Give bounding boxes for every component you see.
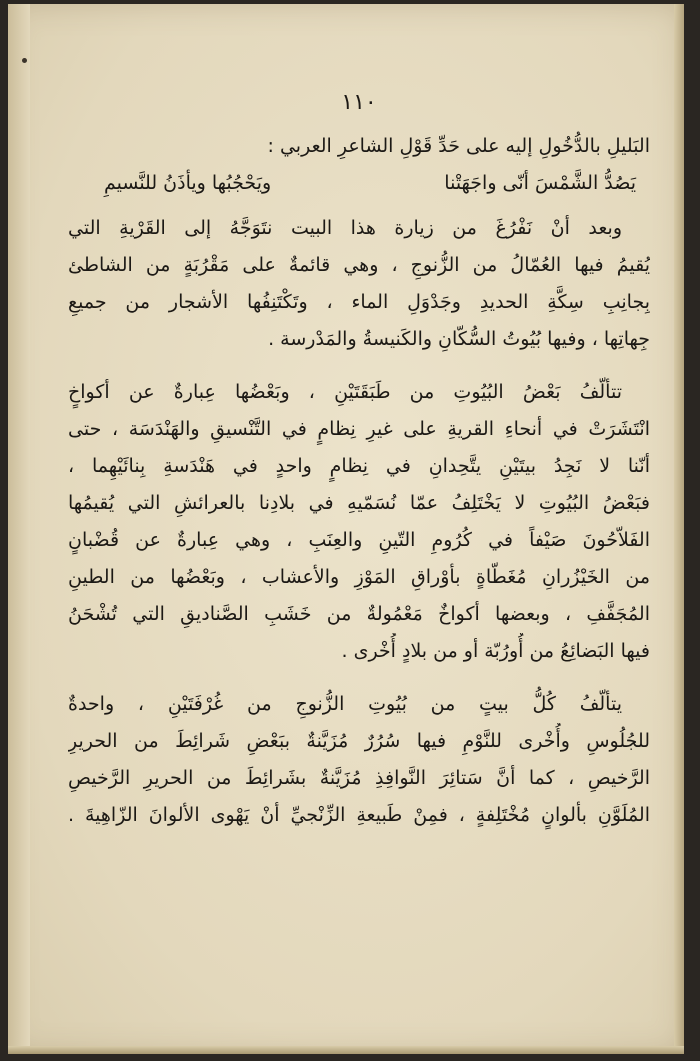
margin-mark xyxy=(22,58,27,63)
poem-verse xyxy=(68,165,650,202)
paragraph-line: بِجانِبِ سِكَّةِ الحديدِ وجَدْوَلِ الماء ، وتَكْتَنِفُها الأشجار من جميعِ xyxy=(68,291,650,313)
paragraph-line: المُجَفَّفِ ، وبعضها أكواخٌ مَعْمُولةٌ من خَشَبِ الصَّناديقِ التي تُشْحَنُ xyxy=(68,603,650,625)
paragraph-line: فيها البَضائِعُ من أُورُبّة أو من بلادٍ أُخْرى . xyxy=(341,640,650,662)
page-edge-right xyxy=(674,4,684,1054)
paragraph-line: يتألّفُ كُلُّ بيتٍ من بُيُوتِ الزُّنوجِ من غُرْفَتَيْنِ ، واحدةٌ xyxy=(68,693,622,715)
paragraph-line: المُلَوَّنِ بألوانٍ مُخْتَلِفةٍ ، فمِنْ طَبيعةِ الزِّنْجيِّ أنْ يَهْوى الألوانَ الزّاهِيةَ . xyxy=(68,804,650,826)
paragraph-3 xyxy=(68,686,650,834)
paragraph-line: انْتَشَرَتْ في أنحاءِ القريةِ على غيرِ نِظامٍ في التَّنْسيقِ والهَنْدَسَة ، حتى xyxy=(68,418,650,440)
verse-second-hemistich: ويَحْجُبُها ويأذَنُ للنَّسيمِ xyxy=(104,172,272,194)
intro-line: البَليلِ بالدُّخُولِ إليه على حَدِّ قَوْلِ الشاعرِ العربي : xyxy=(267,135,650,157)
paragraph-line: الرَّخيصِ ، كما أنَّ سَتائِرَ النَّوافِذِ مُزَيَّنةٌ بشَرائِطَ من الحريرِ الرَّخيصِ xyxy=(68,767,650,789)
paragraph-line: الفَلاّحُونَ صَيْفاً في كُرُومِ التّينِ والعِنَبِ ، وهي عِبارةٌ عن قُضْبانٍ xyxy=(68,529,650,551)
paragraph-line: يُقيمُ فيها العُمّالُ من الزُّنوجِ ، وهي قائمةٌ على مَقْرُبَةٍ من الشاطئ xyxy=(68,254,650,276)
paragraph-line: من الخَيْزُرانِ مُغَطّاةٍ بأوْراقِ المَوْزِ والأعشاب ، وبَعْضُها من الطينِ xyxy=(68,566,650,588)
verse-first-hemistich: يَصُدُّ الشَّمْسَ أنّى واجَهَتْنا xyxy=(444,172,636,194)
paragraph-1 xyxy=(68,210,650,358)
paragraph-line: تتألّفُ بَعْضُ البُيُوتِ من طَبَقَتَيْنِ ، وبَعْضُها عِبارةٌ عن أكواخٍ xyxy=(68,381,622,403)
page-text xyxy=(68,88,650,834)
paragraph-line: فبَعْضُ البُيُوتِ لا يَخْتَلِفُ عمّا نُسَمّيهِ في بلادِنا بالعرائشِ التي يُقيمُها xyxy=(68,492,650,514)
paragraph-2 xyxy=(68,374,650,670)
page-binding xyxy=(8,4,30,1054)
page-number: ١١٠ xyxy=(341,90,377,115)
paragraph-line: للجُلُوسِ وأُخْرى للنَّوْمِ فيها سُرُرٌ مُزَيَّنةٌ ببَعْضِ شَرائِطَ من الحريرِ xyxy=(68,730,650,752)
paragraph-line: جِهاتِها ، وفيها بُيُوتُ السُّكّانِ والكَنيسةُ والمَدْرسة . xyxy=(268,328,650,350)
paragraph-line: أنّنا لا نَجِدُ بيتَيْنِ يتَّحِدانِ في نِظامٍ واحدٍ في هَنْدَسةِ بِنائَيْهِما ، xyxy=(68,455,650,477)
book-page xyxy=(8,4,684,1054)
page-edge-bottom xyxy=(8,1046,684,1054)
paragraph-line: وبعد أنْ نَفْرُغَ من زيارة هذا البيت نتَوَجَّهُ إلى القَرْيةِ التي xyxy=(68,217,622,239)
